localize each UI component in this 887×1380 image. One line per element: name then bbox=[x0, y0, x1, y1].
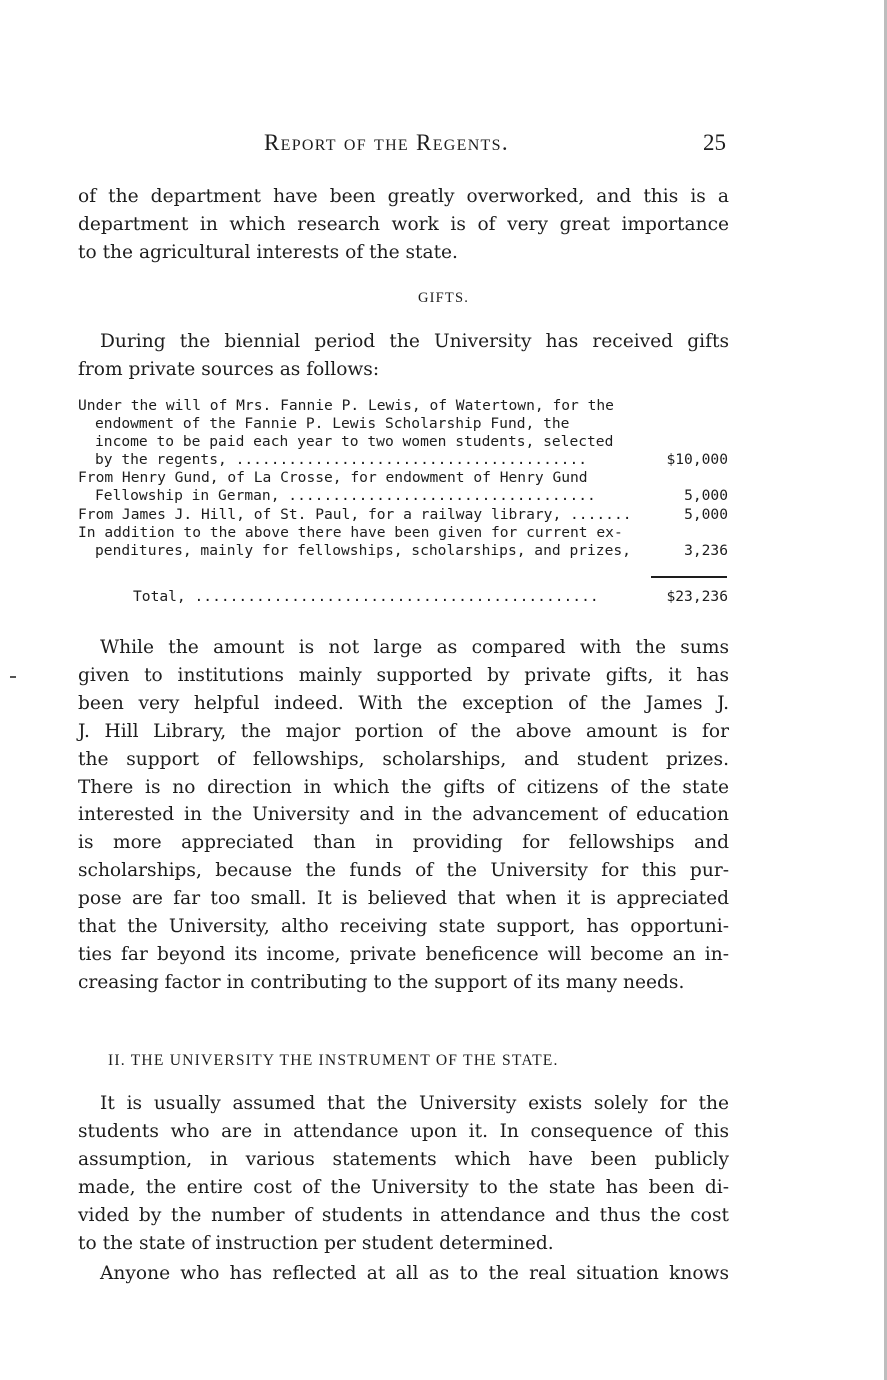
text-line: assumption, in various statements which have been publicly bbox=[78, 1148, 729, 1170]
total-rule bbox=[651, 576, 727, 578]
gift-amount: 5,000 bbox=[684, 487, 728, 505]
text-line: department in which research work is of very great importance bbox=[78, 213, 729, 235]
text-line: There is no direction in which the gifts of citizens of the state bbox=[78, 776, 729, 798]
running-title: Report of the Regents. bbox=[264, 130, 509, 155]
text-line: ties far beyond its income, private beneficence will become an in- bbox=[78, 943, 729, 965]
section-heading: II. THE UNIVERSITY THE INSTRUMENT OF THE STATE. bbox=[108, 1052, 559, 1069]
page-number: 25 bbox=[703, 130, 726, 155]
gift-line: In addition to the above there have been given for current ex- bbox=[78, 523, 623, 541]
text-line: vided by the number of students in attendance and thus the cost bbox=[78, 1204, 729, 1226]
text-line: to the state of instruction per student determined. bbox=[78, 1232, 554, 1254]
page-header bbox=[78, 130, 728, 160]
gifts-total-row bbox=[78, 588, 728, 606]
text-line: It is usually assumed that the University exists solely for the bbox=[100, 1093, 729, 1114]
text-line: While the amount is not large as compared with the sums bbox=[100, 637, 729, 658]
section-paragraph-2 bbox=[78, 1260, 729, 1288]
gift-amount: 5,000 bbox=[684, 505, 728, 523]
gift-entry-lewis bbox=[78, 397, 728, 469]
gift-line: From James J. Hill, of St. Paul, for a railway library, ....... bbox=[78, 505, 632, 523]
text-line: the support of fellowships, scholarships, and student prizes. bbox=[78, 748, 729, 770]
gift-entry-hill bbox=[78, 506, 728, 524]
text-line: made, the entire cost of the University to the state has been di- bbox=[78, 1176, 729, 1198]
text-line: J. Hill Library, the major portion of the above amount is for bbox=[78, 720, 729, 742]
total-amount: $23,236 bbox=[666, 588, 728, 605]
section-paragraph-1 bbox=[78, 1090, 729, 1257]
text-line: from private sources as follows: bbox=[78, 358, 380, 380]
gifts-table bbox=[78, 397, 728, 560]
gift-line: by the regents, ........................................ bbox=[95, 451, 588, 469]
gift-line: Under the will of Mrs. Fannie P. Lewis, of Watertown, for the bbox=[78, 397, 614, 414]
gift-line: income to be paid each year to two women students, selected bbox=[95, 433, 614, 451]
gifts-heading: GIFTS. bbox=[417, 290, 470, 306]
text-line: to the agricultural interests of the state. bbox=[78, 241, 458, 263]
text-line: During the biennial period the University has received gifts bbox=[100, 331, 729, 352]
gift-amount: 3,236 bbox=[684, 541, 728, 559]
text-line: creasing factor in contributing to the support of its many needs. bbox=[78, 971, 685, 993]
gift-line: endowment of the Fannie P. Lewis Scholarship Fund, the bbox=[95, 415, 570, 433]
gift-line: Fellowship in German, ................................... bbox=[95, 487, 596, 505]
text-line: given to institutions mainly supported by private gifts, it has bbox=[78, 664, 729, 686]
text-line: scholarships, because the funds of the University for this pur- bbox=[78, 860, 729, 882]
total-label: Total, .............................................. bbox=[133, 588, 599, 605]
margin-mark bbox=[10, 676, 16, 678]
text-line: students who are in attendance upon it. In consequence of this bbox=[78, 1120, 729, 1142]
gift-entry-current bbox=[78, 524, 728, 560]
gift-line: From Henry Gund, of La Crosse, for endowment of Henry Gund bbox=[78, 469, 588, 487]
text-line: interested in the University and in the advancement of education bbox=[78, 804, 729, 826]
gifts-intro-paragraph bbox=[78, 328, 729, 384]
gift-amount: $10,000 bbox=[666, 451, 728, 469]
gift-line: penditures, mainly for fellowships, scholarships, and prizes, bbox=[95, 541, 631, 559]
text-line: that the University, altho receiving state support, has opportuni- bbox=[78, 916, 729, 938]
text-line: pose are far too small. It is believed that when it is appreciated bbox=[78, 888, 729, 910]
text-line: been very helpful indeed. With the exception of the James J. bbox=[78, 692, 729, 714]
text-line: Anyone who has reflected at all as to the real situation knows bbox=[100, 1263, 729, 1284]
text-line: is more appreciated than in providing for fellowships and bbox=[78, 832, 729, 854]
body-paragraph bbox=[78, 634, 729, 997]
text-line: of the department have been greatly overworked, and this is a bbox=[78, 186, 729, 207]
gift-entry-gund bbox=[78, 469, 728, 505]
intro-paragraph bbox=[78, 183, 729, 267]
